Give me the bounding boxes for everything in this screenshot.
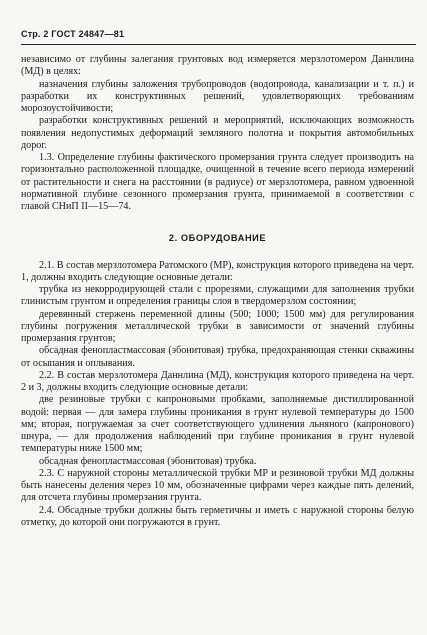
paragraph: 2.2. В состав мерзлотомера Даннлина (МД), конструкция которого приведена на черт. 2 и 3, должны входить следующие основные детали: bbox=[21, 369, 414, 393]
paragraph: 2.4. Обсадные трубки должны быть герметичны и иметь с наружной стороны белую отметку, до которой они погружаются в грунт. bbox=[21, 504, 414, 528]
paragraph: обсадная фенопластмассовая (эбонитовая) трубка. bbox=[39, 455, 257, 467]
paragraph: трубка из некорродирующей стали с прорезями, служащими для заполнения трубки глинистым грунтом и определения границы слоя в твердомерзлом состоянии; bbox=[21, 284, 414, 308]
paragraph: назначения глубины заложения трубопроводов (водопровода, канализации и т. п.) и разработки их конструктивных решений, удовлетворяющих требованиям морозоустойчивости; bbox=[21, 78, 414, 114]
paragraph: обсадная фенопластмассовая (эбонитовая) трубка, предохраняющая стенки скважины от осыпания и оплывания. bbox=[21, 345, 414, 369]
page-header: Стр. 2 ГОСТ 24847—81 bbox=[21, 29, 125, 39]
section-title: 2. ОБОРУДОВАНИЕ bbox=[168, 233, 267, 244]
header-rule bbox=[21, 44, 416, 45]
paragraph: 2.3. С наружной стороны металлической трубки МР и резиновой трубки МД должны быть нанесены деления через 10 мм, обозначенные цифрами через каждые пять делений, для отсчета глубины промерзания грунта. bbox=[21, 467, 414, 504]
paragraph: две резиновые трубки с капроновыми пробками, заполняемые дистиллированной водой: первая — для замера глубины проникания в грунт нулевой температуры до 1500 мм; вторая, погружаемая за счет соответствующего удлинения льняного (капронового) шнура, — для продолжения наблюдений при глубине проникания в грунт нулевой температуры ниже 1500 мм; bbox=[21, 394, 414, 455]
paragraph: 2.1. В состав мерзлотомера Ратомского (МР), конструкция которого приведена на черт. 1, должны входить следующие основные детали: bbox=[21, 259, 414, 283]
document-body bbox=[21, 54, 414, 529]
paragraph: независимо от глубины залегания грунтовых вод измеряется мерзлотомером Даннлина (МД) в целях: bbox=[21, 54, 414, 78]
paragraph: 1.3. Определение глубины фактического промерзания грунта следует производить на горизонтально расположенной площадке, очищенной в течение всего периода измерений от растительности и снега на расстоянии (в радиусе) от мерзлотомера, равном удвоенной нормативной глубине сезонного промерзания грунта, принимаемой в соответствии с главой СНиП II—15—74. bbox=[21, 152, 414, 212]
paragraph: деревянный стержень переменной длины (500; 1000; 1500 мм) для регулирования глубины погружения металлической трубки в зависимости от значений глубины промерзания грунтов; bbox=[21, 308, 414, 344]
paragraph: разработки конструктивных решений и мероприятий, исключающих возможность появления недопустимых деформаций земляного полотна и покрытия автомобильных дорог. bbox=[21, 115, 414, 151]
